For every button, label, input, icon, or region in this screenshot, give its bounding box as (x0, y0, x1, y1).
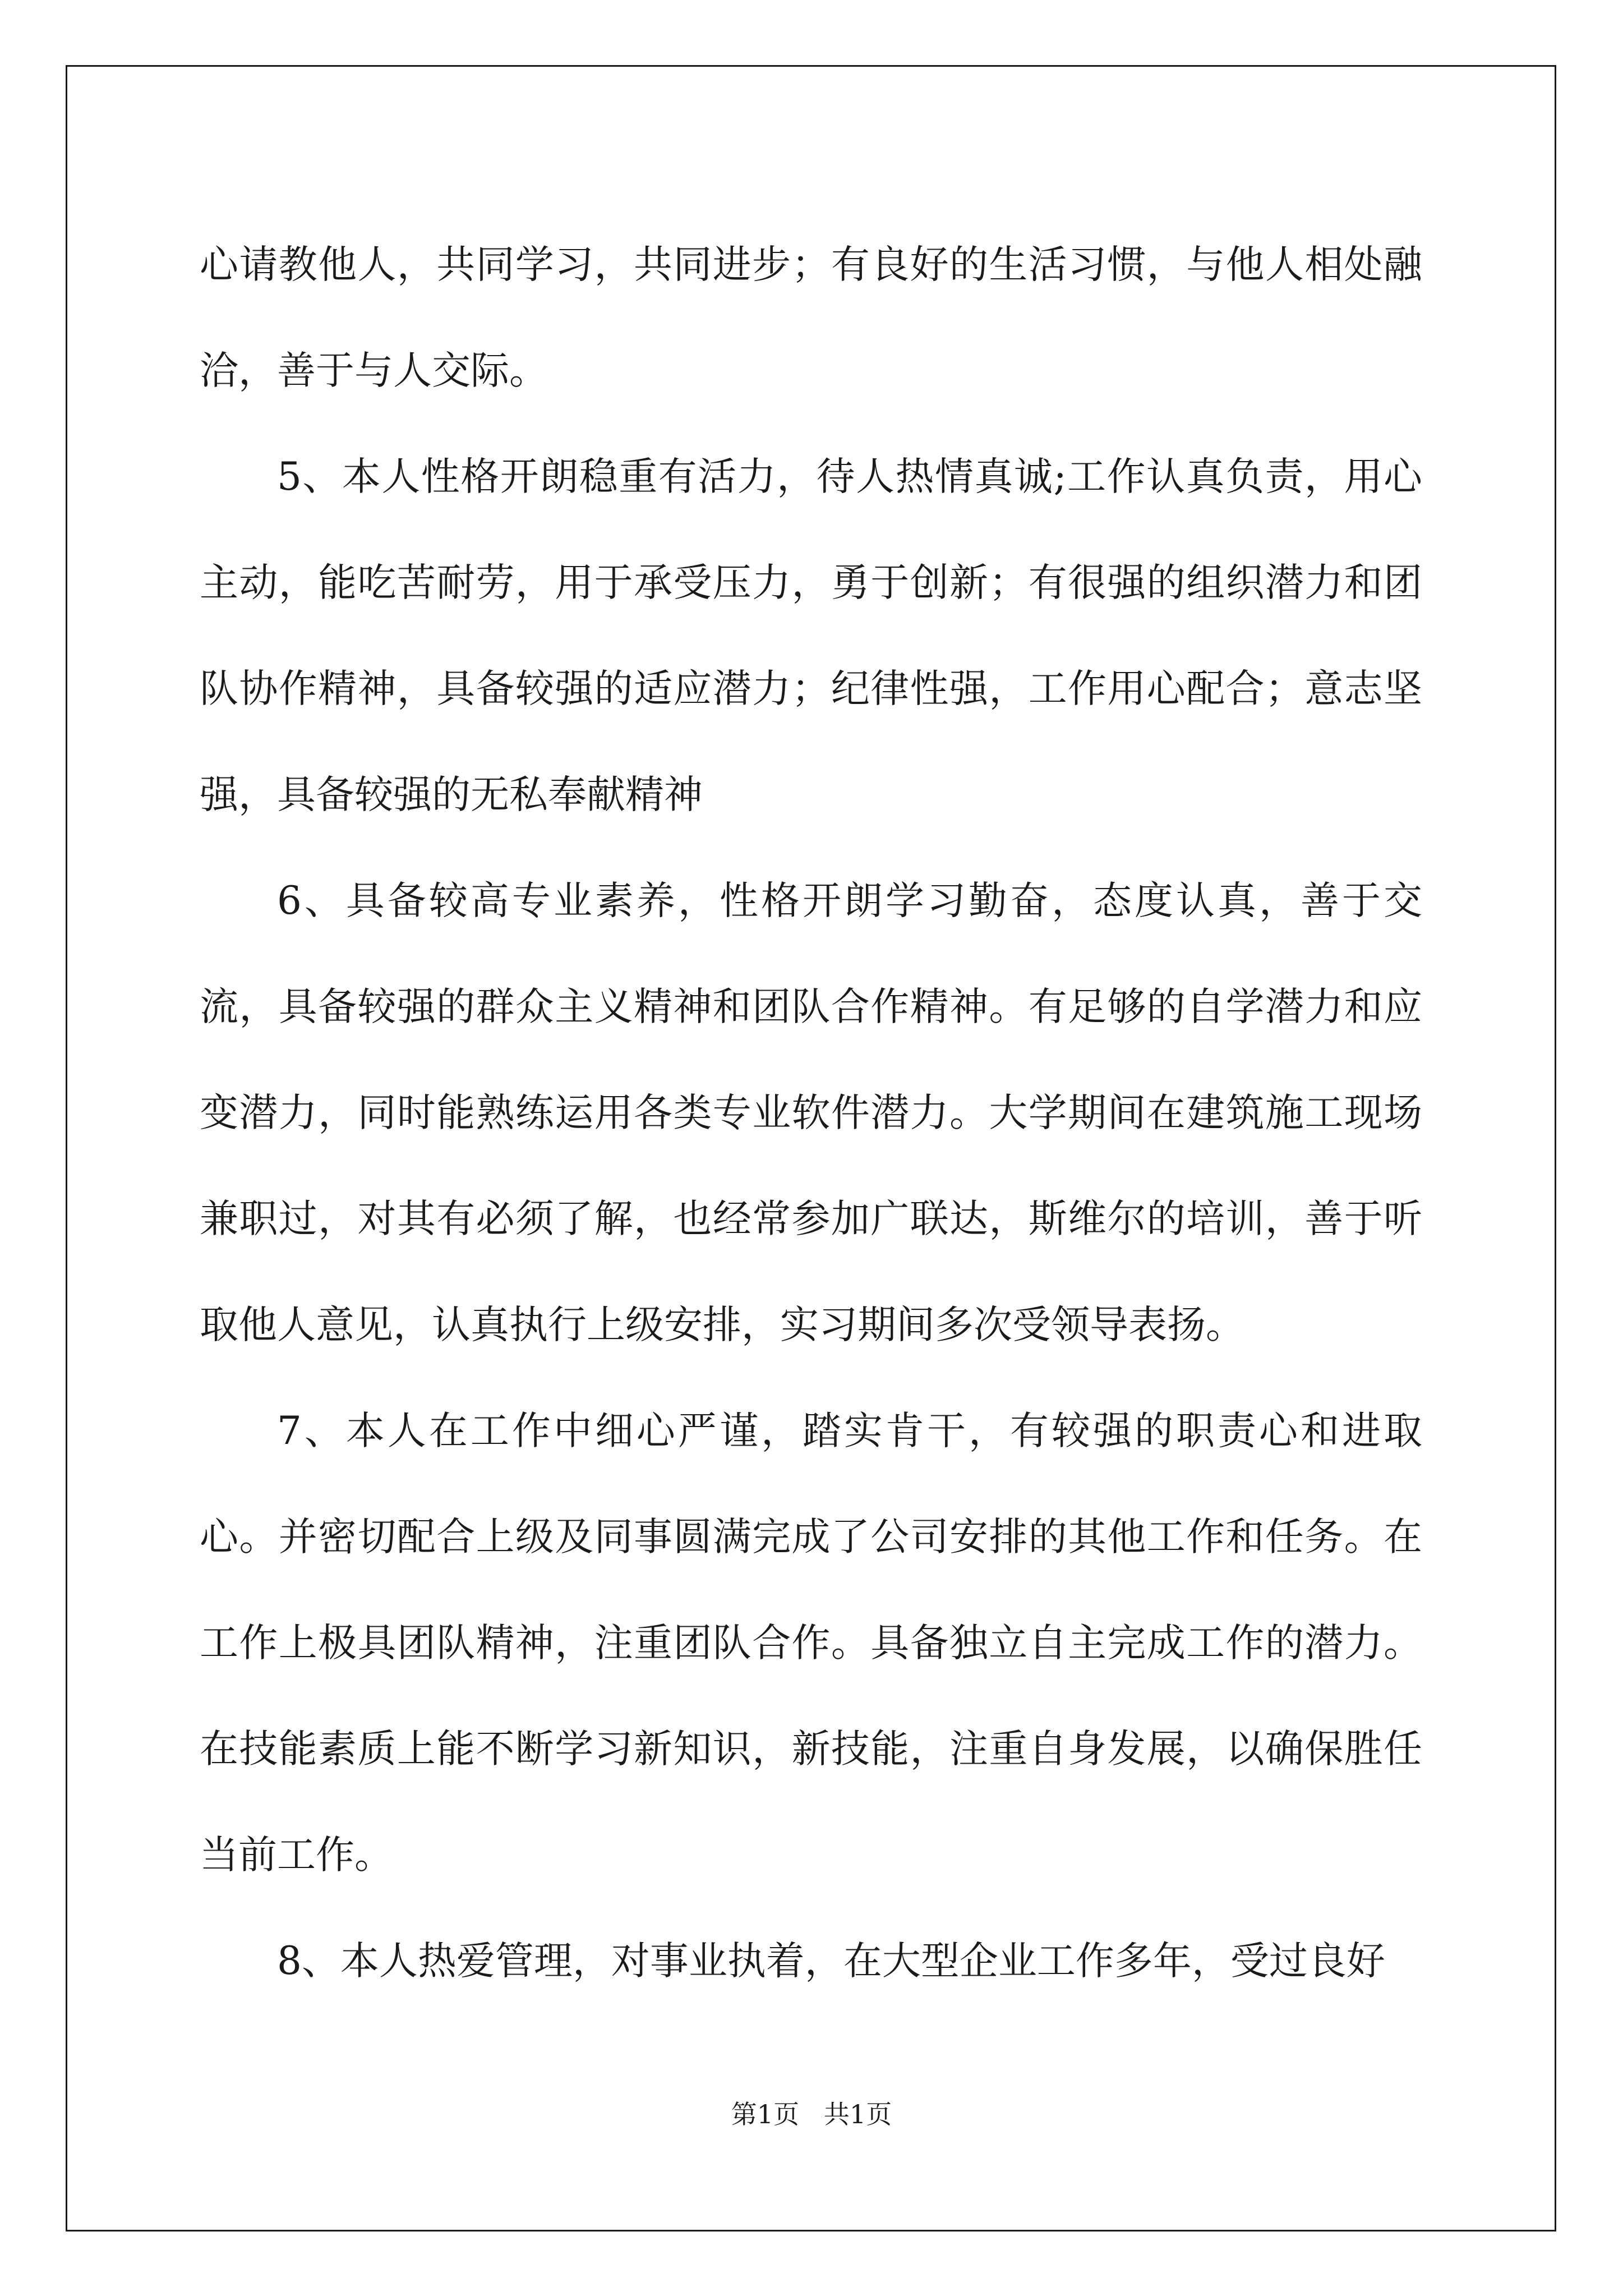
paragraph-item-7: 7、本人在工作中细心严谨，踏实肯干，有较强的职责心和进取心。并密切配合上级及同事圆满完成了公司安排的其他工作和任务。在工作上极具团队精神，注重团队合作。具备独立自主完成工作的潜力。在技能素质上能不断学习新知识，新技能，注重自身发展，以确保胜任当前工作。 (200, 1409, 1422, 1878)
paragraph-continuation: 心请教他人，共同学习，共同进步；有良好的生活习惯，与他人相处融洽，善于与人交际。 (200, 242, 1422, 393)
paragraph-item-6: 6、具备较高专业素养，性格开朗学习勤奋，态度认真，善于交流，具备较强的群众主义精神和团队合作精神。有足够的自学潜力和应变潜力，同时能熟练运用各类专业软件潜力。大学期间在建筑施工现场兼职过，对其有必须了解，也经常参加广联达，斯维尔的培训，善于听取他人意见，认真执行上级安排，实习期间多次受领导表扬。 (200, 878, 1422, 1347)
paragraph-item-8: 8、本人热爱管理，对事业执着，在大型企业工作多年，受过良好 (277, 1939, 1385, 1984)
document-body (200, 212, 1422, 2014)
paragraph-item-5: 5、本人性格开朗稳重有活力，待人热情真诚;工作认真负责，用心主动，能吃苦耐劳，用于承受压力，勇于创新；有很强的组织潜力和团队协作精神，具备较强的适应潜力；纪律性强，工作用心配合；意志坚强，具备较强的无私奉献精神 (200, 454, 1422, 817)
page-number-footer: 第1页 共1页 (731, 2099, 892, 2129)
